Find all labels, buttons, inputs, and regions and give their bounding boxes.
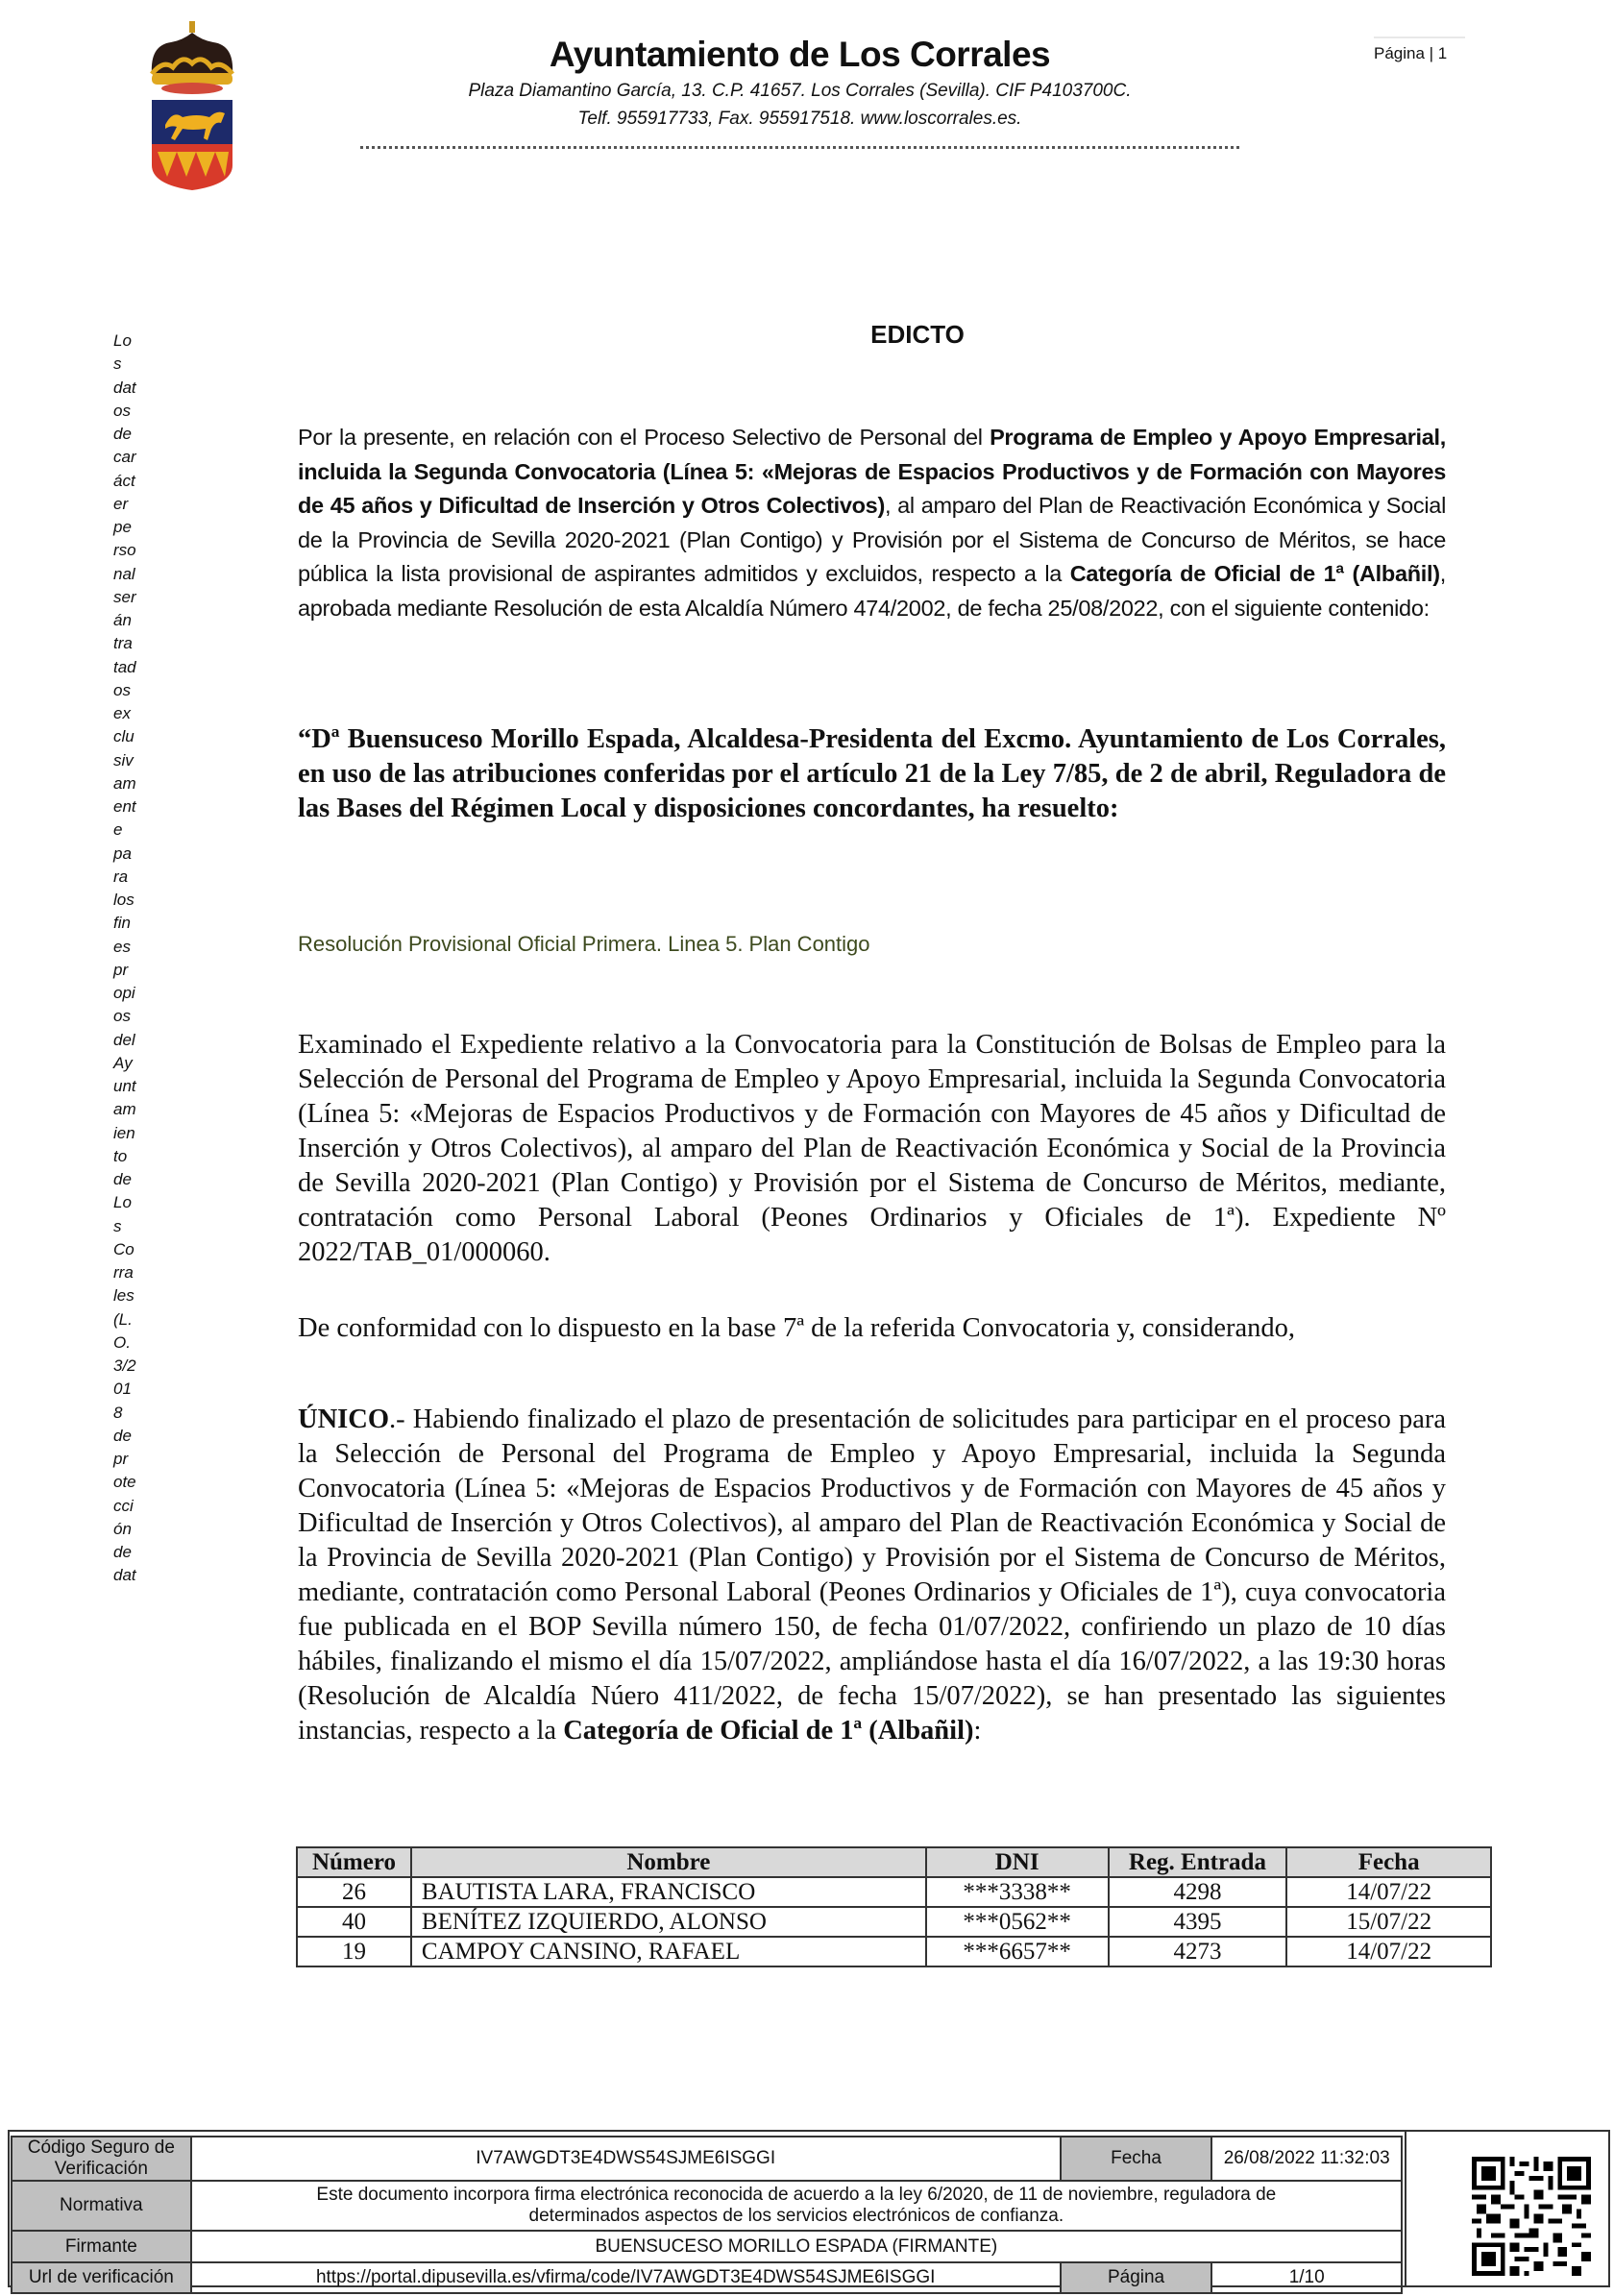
side-note-line: rso xyxy=(113,541,136,560)
side-note-line: ra xyxy=(113,867,129,886)
intro-text: , al amparo del Plan de Reactivación Económica y Social de la Provincia de Sevilla 2020-2021 (Plan Contigo) y Provisión por el Sistema de Concurso de Méritos, se hace pública la lista provisional de aspirantes admitidos y excluidos, respecto a la xyxy=(298,493,1446,586)
side-note-line: pa xyxy=(113,843,132,863)
contact-line: Telf. 955917733, Fax. 955917518. www.loscorrales.es. xyxy=(577,109,1022,129)
side-note-line: er xyxy=(113,494,129,513)
side-note-line: ien xyxy=(113,1123,135,1142)
unico-text: .- Habiendo finalizado el plazo de presentación de solicitudes para participar en el proceso para la Selección de Personal del Programa de Empleo y Apoyo Empresarial, incluida la Segunda Convocatoria (Línea 5: «Mejoras de Espacios Productivos y de Formación con Mayores de 45 años y Dificultad de Inserción y Otros Colectivos), al amparo del Plan de Reactivación Económica y Social de la Provincia de Sevilla 2020-2021 (Plan Contigo) y Provisión por el Sistema de Concurso de Méritos, mediante, contratación como Personal Laboral (Peones Ordinarios y Oficiales de 1ª), cuya convocatoria fue publicada en el BOP Sevilla número 150, de fecha 01/07/2022, confiriendo un plazo de 10 días hábiles, finalizando el mismo el día 15/07/2022, ampliándose hasta el día 16/07/2022, a las 19:30 horas (Resolución de Alcaldía Núero 411/2022, de fecha 15/07/2022), se han presentado las siguientes instancias, respecto a la xyxy=(298,1404,1446,1746)
side-note-line: de xyxy=(113,1543,132,1561)
resolution-title: Resolución Provisional Oficial Primera. Linea 5. Plan Contigo xyxy=(298,932,870,956)
cell-fecha: 15/07/22 xyxy=(1286,1907,1491,1937)
side-note-line: am xyxy=(113,1100,136,1119)
side-note-line: pe xyxy=(113,518,132,536)
verification-url-link[interactable]: https://portal.dipusevilla.es/vfirma/code/IV7AWGDT3E4DWS54SJME6ISGGI xyxy=(191,2262,1061,2293)
side-note-line: Lo xyxy=(113,331,132,350)
table-header-row xyxy=(297,1847,1491,1877)
qr-code-icon[interactable] xyxy=(1472,2157,1591,2276)
verification-table xyxy=(11,2136,1403,2294)
side-note-line: car xyxy=(113,448,136,467)
side-note-line: e xyxy=(113,820,123,840)
normativa-label: Normativa xyxy=(12,2181,191,2231)
cell-dni: ***6657** xyxy=(926,1937,1109,1966)
cell-numero: 26 xyxy=(297,1877,411,1907)
normativa-line-2: determinados aspectos de los servicios electrónicos de confianza. xyxy=(528,2206,1064,2226)
column-header-nombre: Nombre xyxy=(411,1847,926,1877)
verification-code-label: Código Seguro de Verificación xyxy=(12,2137,191,2181)
side-note-line: de xyxy=(113,1426,132,1445)
side-note-line: s xyxy=(113,354,122,374)
column-header-numero: Número xyxy=(297,1847,411,1877)
signer-label: Firmante xyxy=(12,2231,191,2262)
intro-category-bold: Categoría de Oficial de 1ª (Albañil) xyxy=(1069,561,1440,586)
header-divider xyxy=(360,146,1239,149)
unico-end: : xyxy=(973,1716,982,1746)
cell-nombre: CAMPOY CANSINO, RAFAEL xyxy=(411,1937,926,1966)
examinado-paragraph: Examinado el Expediente relativo a la Convocatoria para la Constitución de Bolsas de Empleo para la Selección de Personal del Programa de Empleo y Apoyo Empresarial, incluida la Segunda Convocatoria (Línea 5: «Mejoras de Espacios Productivos y de Formación con Mayores de 45 años y Dificultad de Inserción y Otros Colectivos), al amparo del Plan de Reactivación Económica y Social de la Provincia de Sevilla 2020-2021 (Plan Contigo) y Provisión por el Sistema de Concurso de Méritos, mediante, contratación como Personal Laboral (Peones Ordinarios y Oficiales de 1ª). Expediente Nº 2022/TAB_01/000060. xyxy=(298,1030,1446,1267)
mayor-resolution-paragraph: “Dª Buensuceso Morillo Espada, Alcaldesa-Presidenta del Excmo. Ayuntamiento de Los Corrales, en uso de las atribuciones conferidas por el artículo 21 de la Ley 7/85, de 2 de abril, Reguladora de las Bases del Régimen Local y disposiciones concordantes, ha resuelto: xyxy=(298,724,1446,823)
cell-nombre: BENÍTEZ IZQUIERDO, ALONSO xyxy=(411,1907,926,1937)
document-title: EDICTO xyxy=(870,320,965,349)
cell-reg-entrada: 4395 xyxy=(1109,1907,1287,1937)
side-note-line: os xyxy=(113,401,131,420)
normativa-row xyxy=(12,2181,1402,2231)
cell-nombre: BAUTISTA LARA, FRANCISCO xyxy=(411,1877,926,1907)
side-note-line: am xyxy=(113,773,136,793)
page-number: Página | 1 xyxy=(1374,37,1465,63)
table-row xyxy=(297,1937,1491,1966)
side-note-line: (L. xyxy=(113,1309,133,1329)
side-note-line: to xyxy=(113,1146,128,1165)
cell-reg-entrada: 4298 xyxy=(1109,1877,1287,1907)
side-note-line: os xyxy=(113,680,131,699)
side-note-line: de xyxy=(113,425,132,443)
side-note-line: Ay xyxy=(113,1053,133,1072)
normativa-value xyxy=(191,2181,1402,2231)
side-note-line: ex xyxy=(113,704,131,722)
side-note-line: pr xyxy=(113,1450,129,1468)
cell-fecha: 14/07/22 xyxy=(1286,1937,1491,1966)
data-protection-side-note xyxy=(113,330,152,1585)
side-note-line: os xyxy=(113,1007,131,1026)
cell-numero: 40 xyxy=(297,1907,411,1937)
verification-url-row xyxy=(12,2262,1402,2293)
side-note-line: del xyxy=(113,1030,135,1049)
side-note-line: 8 xyxy=(113,1403,123,1422)
signer-row xyxy=(12,2231,1402,2262)
side-note-line: ser xyxy=(113,587,136,606)
cell-fecha: 14/07/22 xyxy=(1286,1877,1491,1907)
side-note-line: tad xyxy=(113,657,136,676)
side-note-line: s xyxy=(113,1216,122,1235)
intro-text: , aprobada mediante Resolución de esta Alcaldía Número 474/2002, de fecha 25/08/2022, con el siguiente contenido: xyxy=(298,561,1446,621)
organization-title: Ayuntamiento de Los Corrales xyxy=(549,35,1051,74)
applicants-table xyxy=(296,1846,1492,1967)
address-line: Plaza Diamantino García, 13. C.P. 41657. Los Corrales (Sevilla). CIF P4103700C. xyxy=(468,81,1132,101)
table-row xyxy=(297,1877,1491,1907)
column-header-dni: DNI xyxy=(926,1847,1109,1877)
table-row xyxy=(297,1907,1491,1937)
conformidad-paragraph: De conformidad con lo dispuesto en la base 7ª de la referida Convocatoria y, considerando, xyxy=(298,1313,1295,1343)
side-note-line: nal xyxy=(113,564,135,583)
side-note-line: áct xyxy=(113,471,135,490)
normativa-line-1: Este documento incorpora firma electrónica reconocida de acuerdo a la ley 6/2020, de 11 de noviembre, reguladora de xyxy=(316,2185,1277,2205)
side-note-line: siv xyxy=(113,750,134,769)
side-note-line: pr xyxy=(113,960,129,979)
side-note-line: Lo xyxy=(113,1193,132,1212)
side-note-line: dat xyxy=(113,378,136,397)
side-note-line: dat xyxy=(113,1566,136,1585)
side-note-line: án xyxy=(113,611,132,629)
side-note-line: O. xyxy=(113,1332,131,1352)
side-note-line: ote xyxy=(113,1473,136,1492)
coat-of-arms-icon xyxy=(144,21,240,190)
side-note-line: fin xyxy=(113,914,131,933)
page-value: 1/10 xyxy=(1211,2262,1402,2293)
intro-text: Por la presente, en relación con el Proceso Selectivo de Personal del xyxy=(298,425,990,450)
side-note-line: les xyxy=(113,1286,134,1306)
signature-date-value: 26/08/2022 11:32:03 xyxy=(1211,2137,1402,2181)
side-note-line: unt xyxy=(113,1077,136,1095)
side-note-line: es xyxy=(113,937,131,956)
cell-dni: ***0562** xyxy=(926,1907,1109,1937)
side-note-line: ent xyxy=(113,797,136,816)
intro-program-bold: Programa de Empleo y Apoyo Empresarial, incluida la Segunda Convocatoria (Línea 5: «Mejoras de Espacios Productivos y de Formación con Mayores de 45 años y Dificultad de Inserción y Otros Colectivos) xyxy=(298,425,1446,518)
cell-numero: 19 xyxy=(297,1937,411,1966)
side-note-line: cci xyxy=(113,1496,134,1515)
verification-code-row xyxy=(12,2137,1402,2181)
qr-cell xyxy=(1405,2130,1610,2287)
side-note-line: tra xyxy=(113,634,133,653)
side-note-line: de xyxy=(113,1170,132,1188)
page-label: Página xyxy=(1061,2262,1212,2293)
unico-label: ÚNICO xyxy=(298,1404,390,1434)
column-header-reg-entrada: Reg. Entrada xyxy=(1109,1847,1287,1877)
signer-value: BUENSUCESO MORILLO ESPADA (FIRMANTE) xyxy=(191,2231,1402,2262)
signature-date-label: Fecha xyxy=(1061,2137,1212,2181)
side-note-line: los xyxy=(113,891,134,909)
side-note-line: rra xyxy=(113,1263,134,1282)
side-note-line: 01 xyxy=(113,1380,132,1399)
side-note-line: clu xyxy=(113,727,134,746)
side-note-line: opi xyxy=(113,984,135,1002)
side-note-line: Co xyxy=(113,1239,134,1258)
unico-category-bold: Categoría de Oficial de 1ª (Albañil) xyxy=(563,1716,974,1746)
cell-dni: ***3338** xyxy=(926,1877,1109,1907)
column-header-fecha: Fecha xyxy=(1286,1847,1491,1877)
side-note-line: ón xyxy=(113,1519,132,1538)
side-note-line: 3/2 xyxy=(113,1356,136,1375)
verification-url-label: Url de verificación xyxy=(12,2262,191,2293)
verification-code-value: IV7AWGDT3E4DWS54SJME6ISGGI xyxy=(191,2137,1061,2181)
cell-reg-entrada: 4273 xyxy=(1109,1937,1287,1966)
unico-paragraph xyxy=(298,1403,1446,1748)
intro-paragraph xyxy=(298,421,1446,625)
